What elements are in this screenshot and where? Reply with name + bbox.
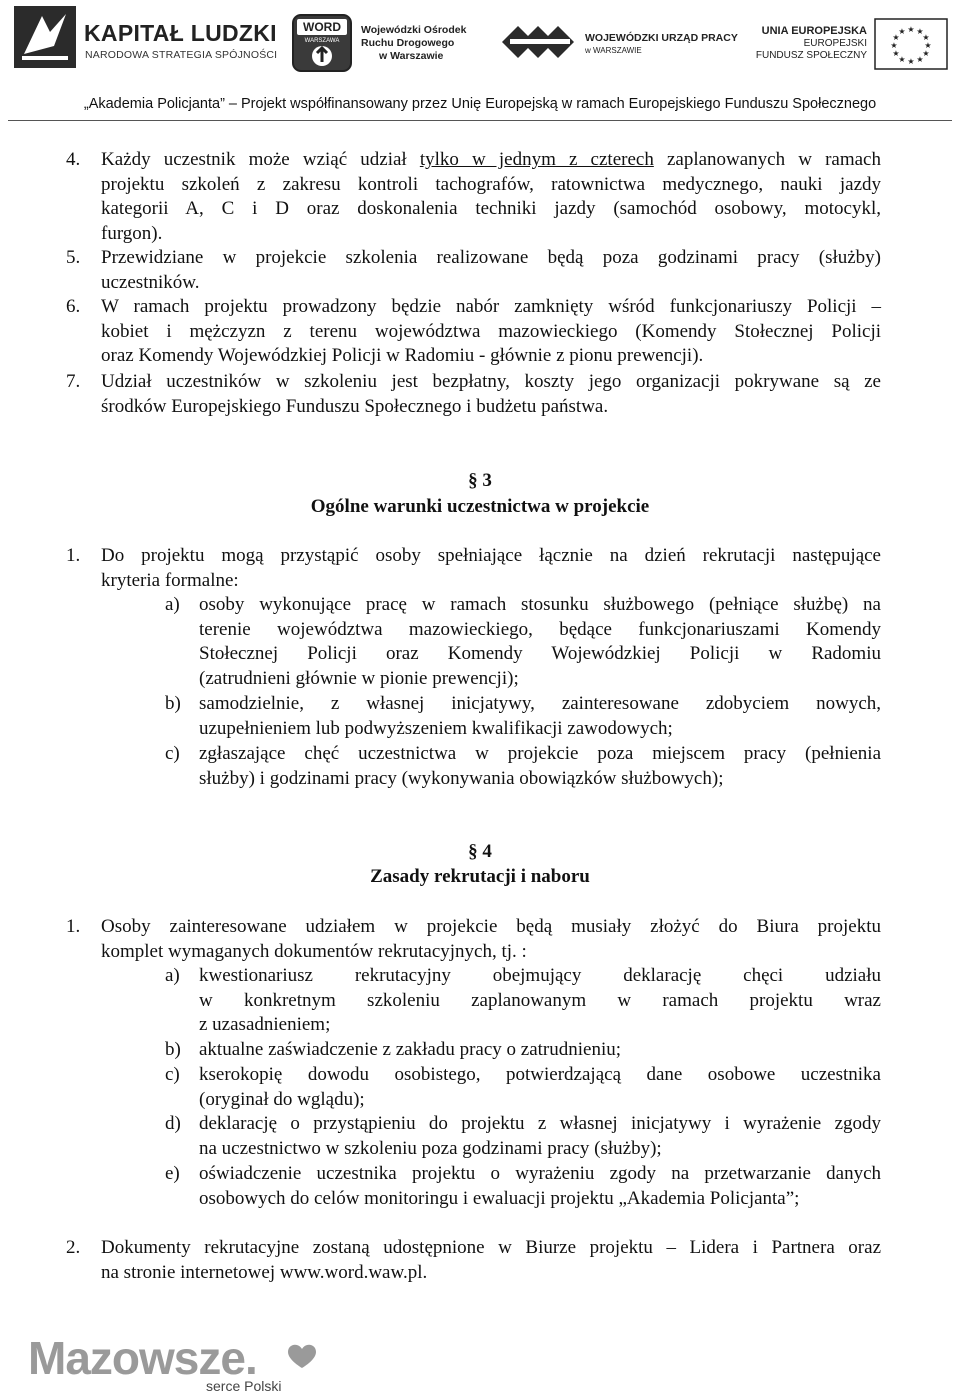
word-badge-text: WORD [303, 20, 341, 34]
section-4-sub-e-line-2: osobowych do celów monitoringu i ewaluacji projektu „Akademia Policjanta”; [199, 1187, 800, 1209]
word-line-2: Ruchu Drogowego [361, 37, 455, 49]
section-4-item-2-number: 2. [66, 1237, 81, 1258]
word-line-3: w Warszawie [379, 50, 444, 62]
section-4-number: § 4 [468, 841, 492, 862]
item-6-line-3: oraz Komendy Wojewódzkiej Policji w Radomiu - głównie z pionu prewencji). [101, 345, 704, 366]
section-3-sub-b-text [199, 692, 881, 741]
section-4-sub-a-line-1: kwestionariusz rekrutacyjny obejmujący deklarację chęci udziału [199, 965, 881, 986]
eu-line-3: FUNDUSZ SPOŁECZNY [755, 50, 867, 61]
item-6-line-2: kobiet i mężczyzn z terenu województwa mazowieckiego (Komendy Stołecznej Policji [101, 320, 881, 342]
item-7-text [101, 370, 881, 419]
svg-text:★: ★ [892, 49, 900, 58]
section-3-sub-c-line-2: służby) i godzinami pracy (wykonywania obowiązków służbowych); [199, 767, 724, 789]
wup-logo-icon [500, 22, 580, 62]
section-4-item-1-number: 1. [66, 916, 81, 937]
item-5-text [101, 246, 881, 295]
section-3-sub-c-label: c) [165, 743, 180, 764]
section-4-sub-a-line-3: z uzasadnieniem; [199, 1014, 331, 1035]
header-divider [8, 120, 952, 121]
item-6-number: 6. [66, 296, 81, 317]
section-3-sub-a-label: a) [165, 594, 180, 615]
item-4-line-3: kategorii A, C i D oraz doskonalenia techniki jazdy (samochód osobowy, motocykl, [101, 198, 881, 219]
word-logo-text [361, 24, 466, 63]
item-4-text [101, 148, 881, 246]
section-4-sub-e-text [199, 1162, 881, 1211]
section-4-sub-c-line-2: (oryginał do wglądu); [199, 1088, 365, 1110]
kapital-ludzki-title: KAPITAŁ LUDZKI [84, 20, 277, 46]
section-3-title: Ogólne warunki uczestnictwa w projekcie [310, 496, 650, 517]
word-logo-icon [292, 14, 352, 72]
eu-line-1: UNIA EUROPEJSKA [761, 25, 867, 37]
section-4-sub-b-label: b) [165, 1039, 181, 1060]
section-4-sub-d-line-2: na uczestnictwo w szkoleniu poza godzinami pracy (służby); [199, 1137, 662, 1159]
svg-text:★: ★ [916, 27, 924, 36]
svg-text:★: ★ [892, 33, 900, 42]
wup-subtitle: w WARSZAWIE [585, 46, 642, 55]
item-4-line-2: projektu szkoleń z zakresu kontroli tachografów, ratownictwa medycznego, nauki jazdy [101, 173, 881, 195]
kapital-ludzki-logo-icon [14, 6, 76, 68]
section-3-sub-b-label: b) [165, 693, 181, 714]
section-3-sub-a-line-4: (zatrudnieni głównie w pionie prewencji); [199, 667, 519, 689]
item-5-line-1: Przewidziane w projekcie szkolenia realizowane będą poza godzinami pracy (służby) [101, 247, 881, 268]
section-4-sub-a-label: a) [165, 965, 180, 986]
eu-flag-icon [874, 18, 948, 70]
section-4-item-1-text [101, 915, 881, 964]
section-4-sub-b-line-1: aktualne zaświadczenie z zakładu pracy o zatrudnieniu; [199, 1039, 622, 1060]
section-3-sub-b-line-1: samodzielnie, z własnej inicjatywy, zainteresowane zdobyciem nowych, [199, 693, 881, 714]
item-7-line-2: środków Europejskiego Funduszu Społecznego i budżetu państwa. [101, 395, 609, 417]
svg-text:★: ★ [922, 49, 930, 58]
svg-text:★: ★ [898, 27, 906, 36]
section-3-sub-a-line-1: osoby wykonujące pracę w ramach stosunku służbowego (pełniące służbę) na [199, 594, 881, 615]
section-4-sub-c-label: c) [165, 1064, 180, 1085]
section-4-item-1-line-2: komplet wymaganych dokumentów rekrutacyjnych, tj. : [101, 940, 527, 962]
section-4-item-2-line-1: Dokumenty rekrutacyjne zostaną udostępnione w Biurze projektu – Lidera i Partnera oraz [101, 1237, 881, 1258]
section-3-sub-c-line-1: zgłaszające chęć uczestnictwa w projekcie poza miejscem pracy (pełnienia [199, 743, 881, 764]
section-3-item-1-number: 1. [66, 545, 81, 566]
section-3-item-1-line-2: kryteria formalne: [101, 569, 239, 591]
word-badge-sub: WARSZAWA [304, 38, 340, 44]
item-5-number: 5. [66, 247, 81, 268]
eu-line-2: EUROPEJSKI [803, 37, 867, 49]
section-4-sub-c-line-1: kserokopię dowodu osobistego, potwierdzającą dane osobowe uczestnika [199, 1064, 881, 1085]
svg-text:★: ★ [898, 55, 906, 64]
item-5-line-2: uczestników. [101, 271, 200, 293]
svg-text:★: ★ [907, 57, 915, 66]
svg-text:★: ★ [924, 41, 932, 50]
section-3-sub-a-text [199, 593, 881, 691]
section-4-item-2-text [101, 1236, 881, 1285]
item-7-number: 7. [66, 371, 81, 392]
section-4-sub-a-line-2: w konkretnym szkoleniu zaplanowanym w ramach projektu wraz [199, 989, 881, 1011]
section-3-sub-b-line-2: uzupełnieniem lub podwyższeniem kwalifikacji zawodowych; [199, 717, 673, 739]
section-4-sub-e-line-1: oświadczenie uczestnika projektu o wyrażeniu zgody na przetwarzanie danych [199, 1163, 881, 1184]
section-3-sub-c-text [199, 742, 881, 791]
section-4-sub-c-text [199, 1063, 881, 1112]
section-4-sub-a-text [199, 964, 881, 1038]
mazowsze-logo-wordmark: Mazowsze. [28, 1332, 257, 1384]
section-4-item-1-line-1: Osoby zainteresowane udziałem w projekcie będą musiały złożyć do Biura projektu [101, 916, 881, 937]
section-3-sub-a-line-3: Stołecznej Policji oraz Komendy Wojewódzkiej Policji w Radomiu [199, 643, 881, 664]
item-4-number: 4. [66, 149, 81, 170]
svg-text:★: ★ [907, 25, 915, 34]
section-4-sub-d-line-1: deklarację o przystąpieniu do projektu z własnej inicjatywy i wyrażenie zgody [199, 1113, 881, 1134]
section-4-sub-b-text [199, 1038, 881, 1063]
svg-text:★: ★ [922, 33, 930, 42]
mazowsze-logo-subtitle: serce Polski [206, 1378, 282, 1394]
word-line-1: Wojewódzki Ośrodek [361, 24, 467, 36]
item-7-line-1: Udział uczestników w szkoleniu jest bezpłatny, koszty jego organizacji pokrywane są ze [101, 371, 881, 392]
item-4-line-1: Każdy uczestnik może wziąć udział tylko w jednym z czterech zaplanowanych w ramach [101, 149, 881, 170]
section-4-item-2-line-2: na stronie internetowej www.word.waw.pl. [101, 1261, 428, 1283]
eu-logo-text [742, 25, 867, 63]
item-6-line-1: W ramach projektu prowadzony będzie nabór zamknięty wśród funkcjonariuszy Policji – [101, 296, 881, 317]
section-3-item-1-line-1: Do projektu mogą przystąpić osoby spełniające łącznie na dzień rekrutacji następujące [101, 545, 881, 566]
kapital-ludzki-subtitle: NARODOWA STRATEGIA SPÓJNOŚCI [85, 49, 278, 61]
wup-title: WOJEWÓDZKI URZĄD PRACY [585, 32, 738, 44]
section-4-sub-d-text [199, 1112, 881, 1161]
section-3-sub-a-line-2: terenie województwa mazowieckiego, będące funkcjonariuszami Komendy [199, 618, 881, 640]
item-6-text [101, 295, 881, 369]
page-header [0, 0, 960, 122]
section-3-number: § 3 [468, 470, 492, 491]
item-4-line-4: furgon). [101, 222, 163, 244]
svg-text:★: ★ [916, 55, 924, 64]
section-3-item-1-text [101, 544, 881, 593]
project-tagline: „Akademia Policjanta” – Projekt współfinansowany przez Unię Europejską w ramach Europejskiego Funduszu Społecznego [83, 96, 877, 112]
svg-text:★: ★ [890, 41, 898, 50]
section-4-sub-d-label: d) [165, 1113, 181, 1134]
section-4-title: Zasady rekrutacji i naboru [370, 866, 590, 887]
section-4-sub-e-label: e) [165, 1163, 180, 1184]
